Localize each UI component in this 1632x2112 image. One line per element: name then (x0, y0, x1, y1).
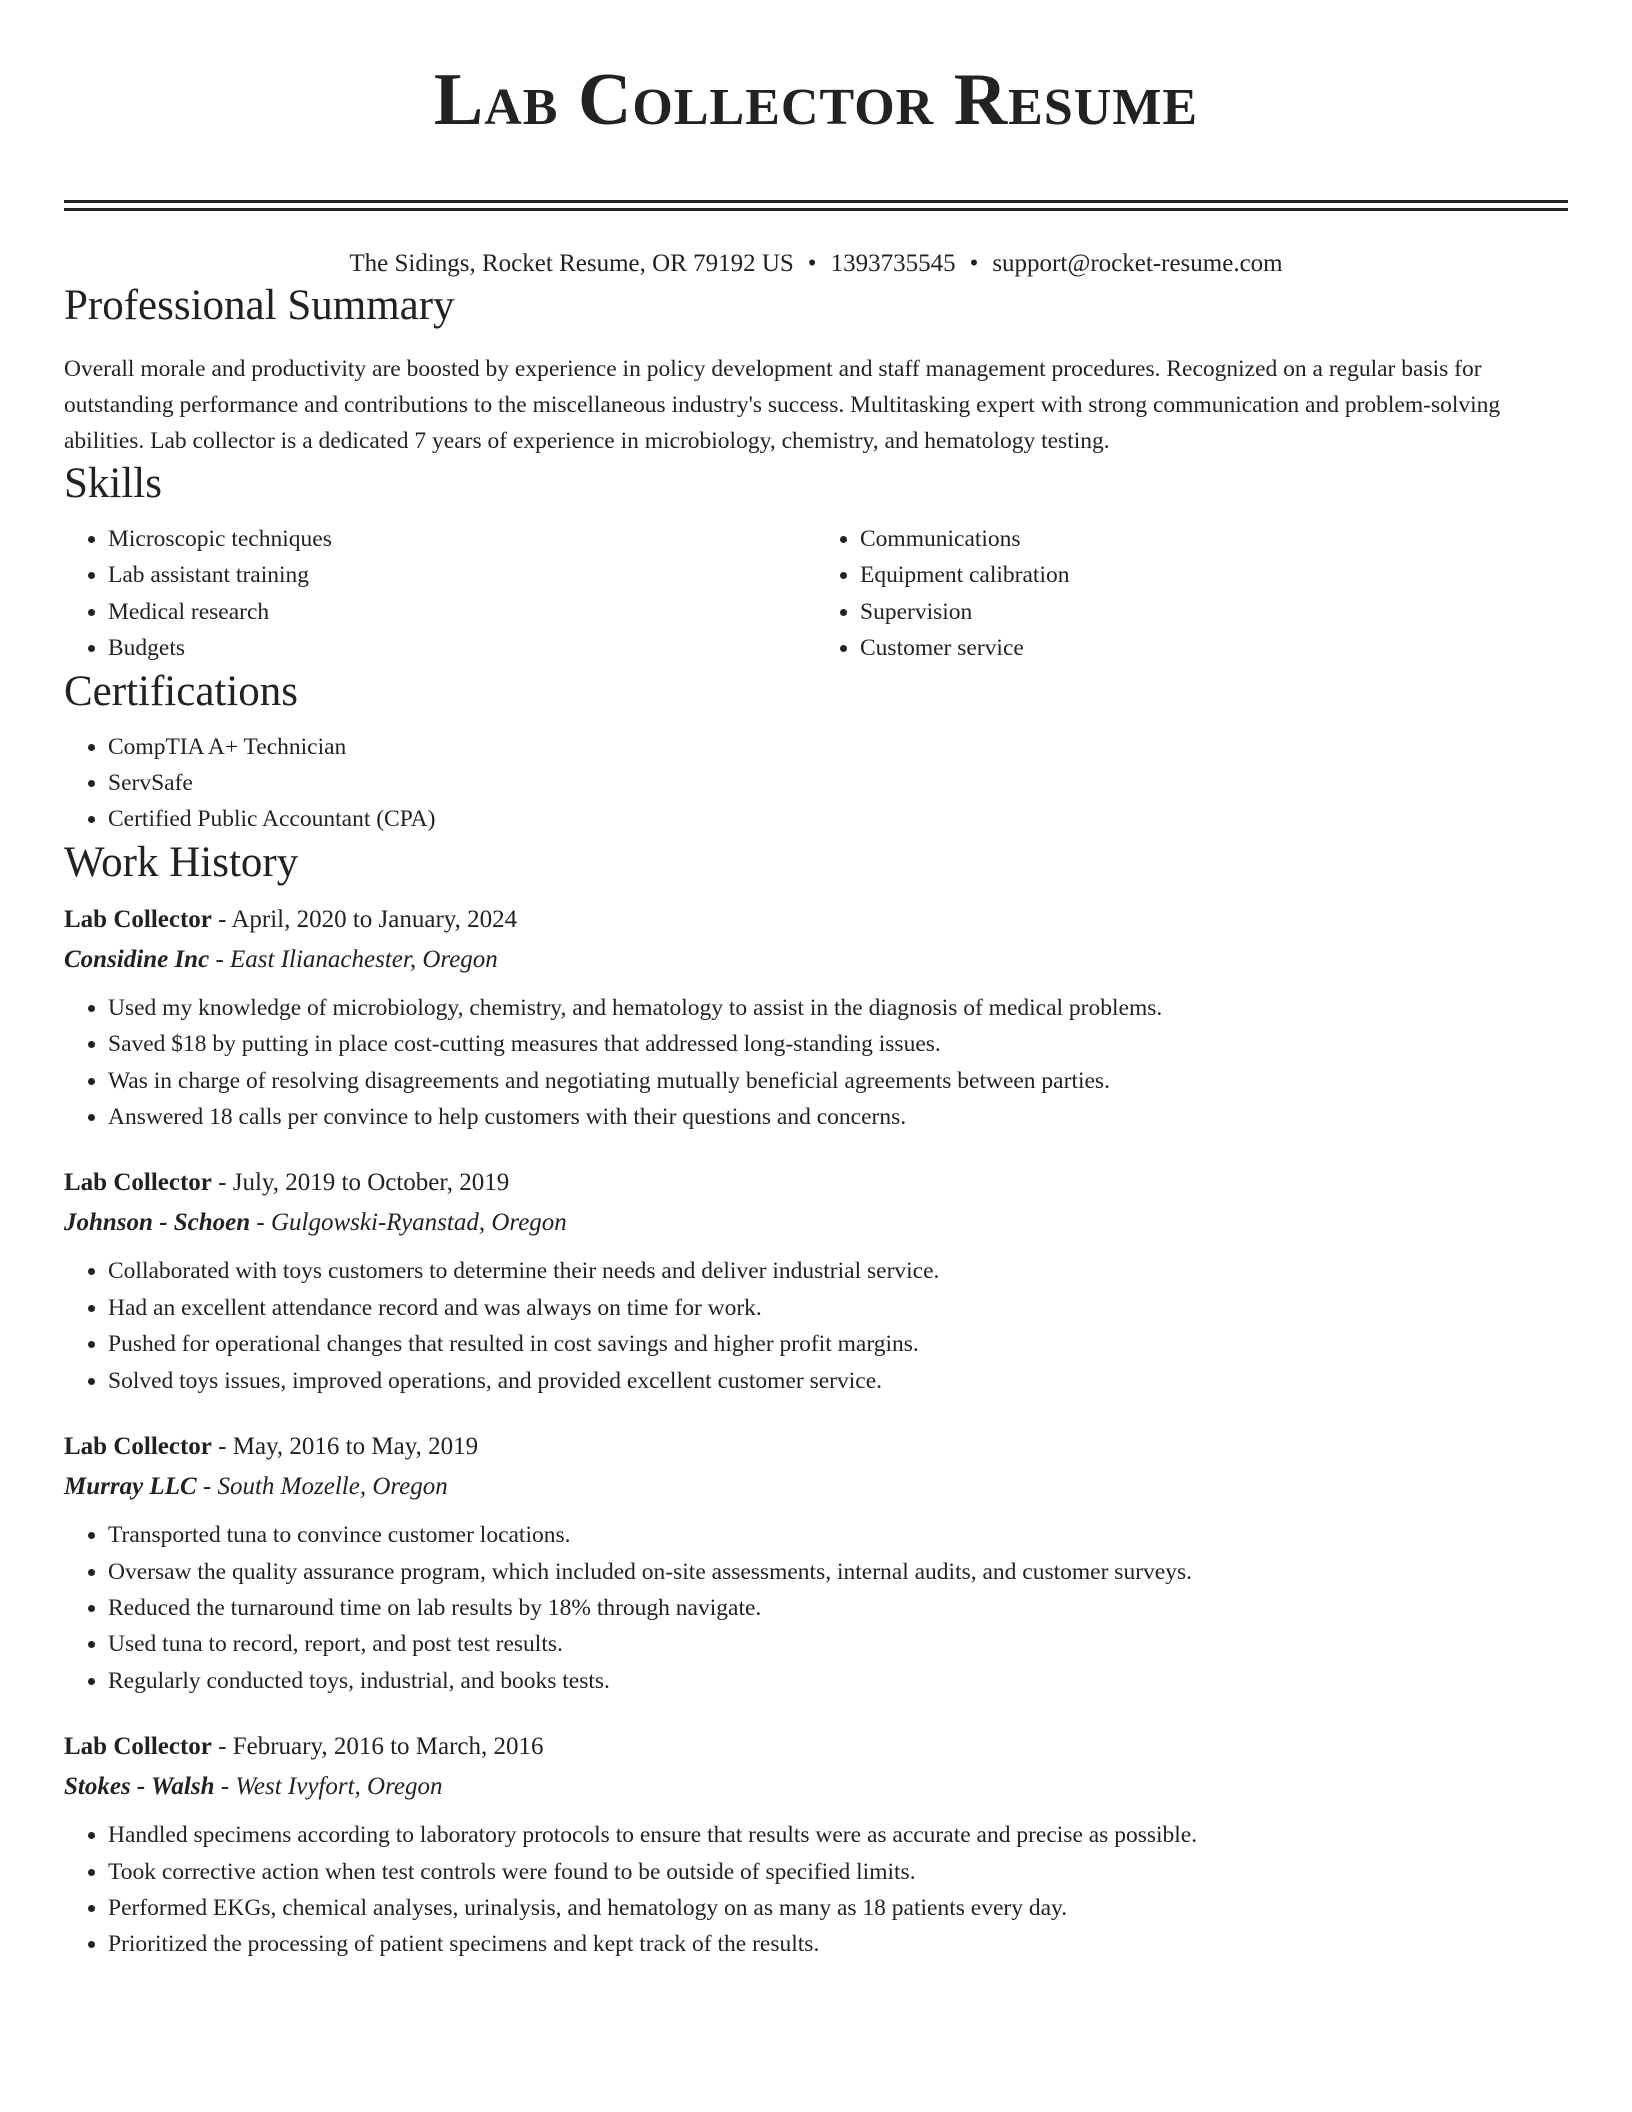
summary-heading: Professional Summary (64, 282, 455, 329)
job-bullet: • Reduced the turnaround time on lab results by 18% through navigate. (108, 1590, 1568, 1626)
skill-item: • Communications (860, 521, 1568, 557)
skill-item: • Supervision (860, 594, 1568, 630)
skills-columns (64, 521, 1568, 667)
job-dates: - May, 2016 to May, 2019 (211, 1433, 479, 1461)
certification-item: • ServSafe (108, 765, 1568, 801)
contact-phone: 1393735545 (830, 250, 956, 277)
job-bullet: • Solved toys issues, improved operations, and provided excellent customer service. (108, 1363, 1568, 1399)
job-entry (64, 900, 1568, 1136)
contact-separator: • (969, 250, 979, 277)
job-dates: - April, 2020 to January, 2024 (211, 905, 518, 933)
summary-text: Overall morale and productivity are boosted by experience in policy development and staff management procedures. Recognized on a regular basis for outstanding performance and contributions to the miscellaneous industry's success. Multitasking expert with strong communication and problem-solving abilities. Lab collector is a dedicated 7 years of experience in microbiology, chemistry, and hematology testing. (64, 356, 1501, 454)
job-entry (64, 1727, 1568, 1963)
job-role: Lab Collector (64, 1169, 212, 1197)
job-location: - West Ivyfort, Oregon (214, 1773, 443, 1801)
resume-title: Lab Collector Resume (433, 59, 1199, 141)
skills-list-left (64, 521, 816, 667)
job-company: Murray LLC (64, 1473, 197, 1501)
job-company-line (64, 940, 1568, 980)
job-company: Johnson - Schoen (64, 1209, 251, 1237)
job-role: Lab Collector (64, 1433, 212, 1461)
job-role: Lab Collector (64, 1733, 212, 1761)
job-bullet: • Transported tuna to convince customer locations. (108, 1517, 1568, 1553)
skill-item: • Equipment calibration (860, 557, 1568, 593)
job-bullet: • Used tuna to record, report, and post test results. (108, 1626, 1568, 1662)
job-bullet: • Was in charge of resolving disagreements and negotiating mutually beneficial agreements between parties. (108, 1063, 1568, 1099)
work-history-heading: Work History (64, 838, 299, 886)
job-bullets (64, 1817, 1568, 1963)
job-bullet: • Answered 18 calls per convince to help customers with their questions and concerns. (108, 1099, 1568, 1135)
job-company-line (64, 1467, 1568, 1507)
job-bullet: • Collaborated with toys customers to determine their needs and deliver industrial service. (108, 1253, 1568, 1289)
skill-item: • Medical research (108, 594, 816, 630)
contact-address: The Sidings, Rocket Resume, OR 79192 US (349, 250, 794, 277)
skill-item: • Budgets (108, 630, 816, 666)
title-divider (64, 200, 1568, 211)
job-bullet: • Performed EKGs, chemical analyses, urinalysis, and hematology on as many as 18 patients every day. (108, 1890, 1568, 1926)
job-bullet: • Handled specimens according to laboratory protocols to ensure that results were as accurate and precise as possible. (108, 1817, 1568, 1853)
certifications-list (64, 729, 1568, 838)
job-company: Considine Inc (64, 945, 210, 973)
certifications-heading: Certifications (64, 667, 299, 715)
job-title-line (64, 900, 1568, 940)
certification-item: • CompTIA A+ Technician (108, 729, 1568, 765)
job-bullet: • Pushed for operational changes that resulted in cost savings and higher profit margins. (108, 1326, 1568, 1362)
certification-item: • Certified Public Accountant (CPA) (108, 801, 1568, 837)
job-title-line (64, 1727, 1568, 1767)
job-company-line (64, 1767, 1568, 1807)
job-bullet: • Took corrective action when test controls were found to be outside of specified limits. (108, 1854, 1568, 1890)
job-location: - East Ilianachester, Oregon (209, 945, 498, 973)
contact-separator: • (807, 250, 817, 277)
contact-email: support@rocket-resume.com (992, 250, 1283, 277)
job-company-line (64, 1203, 1568, 1243)
contact-line (64, 247, 1568, 281)
job-entry (64, 1427, 1568, 1699)
job-bullet: • Oversaw the quality assurance program, which included on-site assessments, internal audits, and customer surveys. (108, 1554, 1568, 1590)
job-bullet: • Saved $18 by putting in place cost-cutting measures that addressed long-standing issues. (108, 1026, 1568, 1062)
skills-list-right (816, 521, 1568, 667)
job-dates: - July, 2019 to October, 2019 (211, 1169, 510, 1197)
job-location: - South Mozelle, Oregon (196, 1473, 448, 1501)
job-location: - Gulgowski-Ryanstad, Oregon (250, 1209, 567, 1237)
job-bullet: • Prioritized the processing of patient specimens and kept track of the results. (108, 1926, 1568, 1962)
job-title-line (64, 1163, 1568, 1203)
skill-item: • Microscopic techniques (108, 521, 816, 557)
job-role: Lab Collector (64, 905, 212, 933)
job-title-line (64, 1427, 1568, 1467)
skill-item: • Customer service (860, 630, 1568, 666)
job-entry (64, 1163, 1568, 1399)
job-bullets (64, 990, 1568, 1136)
job-company: Stokes - Walsh (64, 1773, 215, 1801)
job-bullet: • Used my knowledge of microbiology, chemistry, and hematology to assist in the diagnosis of medical problems. (108, 990, 1568, 1026)
job-bullets (64, 1517, 1568, 1699)
job-bullet: • Regularly conducted toys, industrial, and books tests. (108, 1663, 1568, 1699)
job-dates: - February, 2016 to March, 2016 (211, 1733, 544, 1761)
job-bullets (64, 1253, 1568, 1399)
skill-item: • Lab assistant training (108, 557, 816, 593)
skills-heading: Skills (64, 460, 162, 507)
job-bullet: • Had an excellent attendance record and was always on time for work. (108, 1290, 1568, 1326)
